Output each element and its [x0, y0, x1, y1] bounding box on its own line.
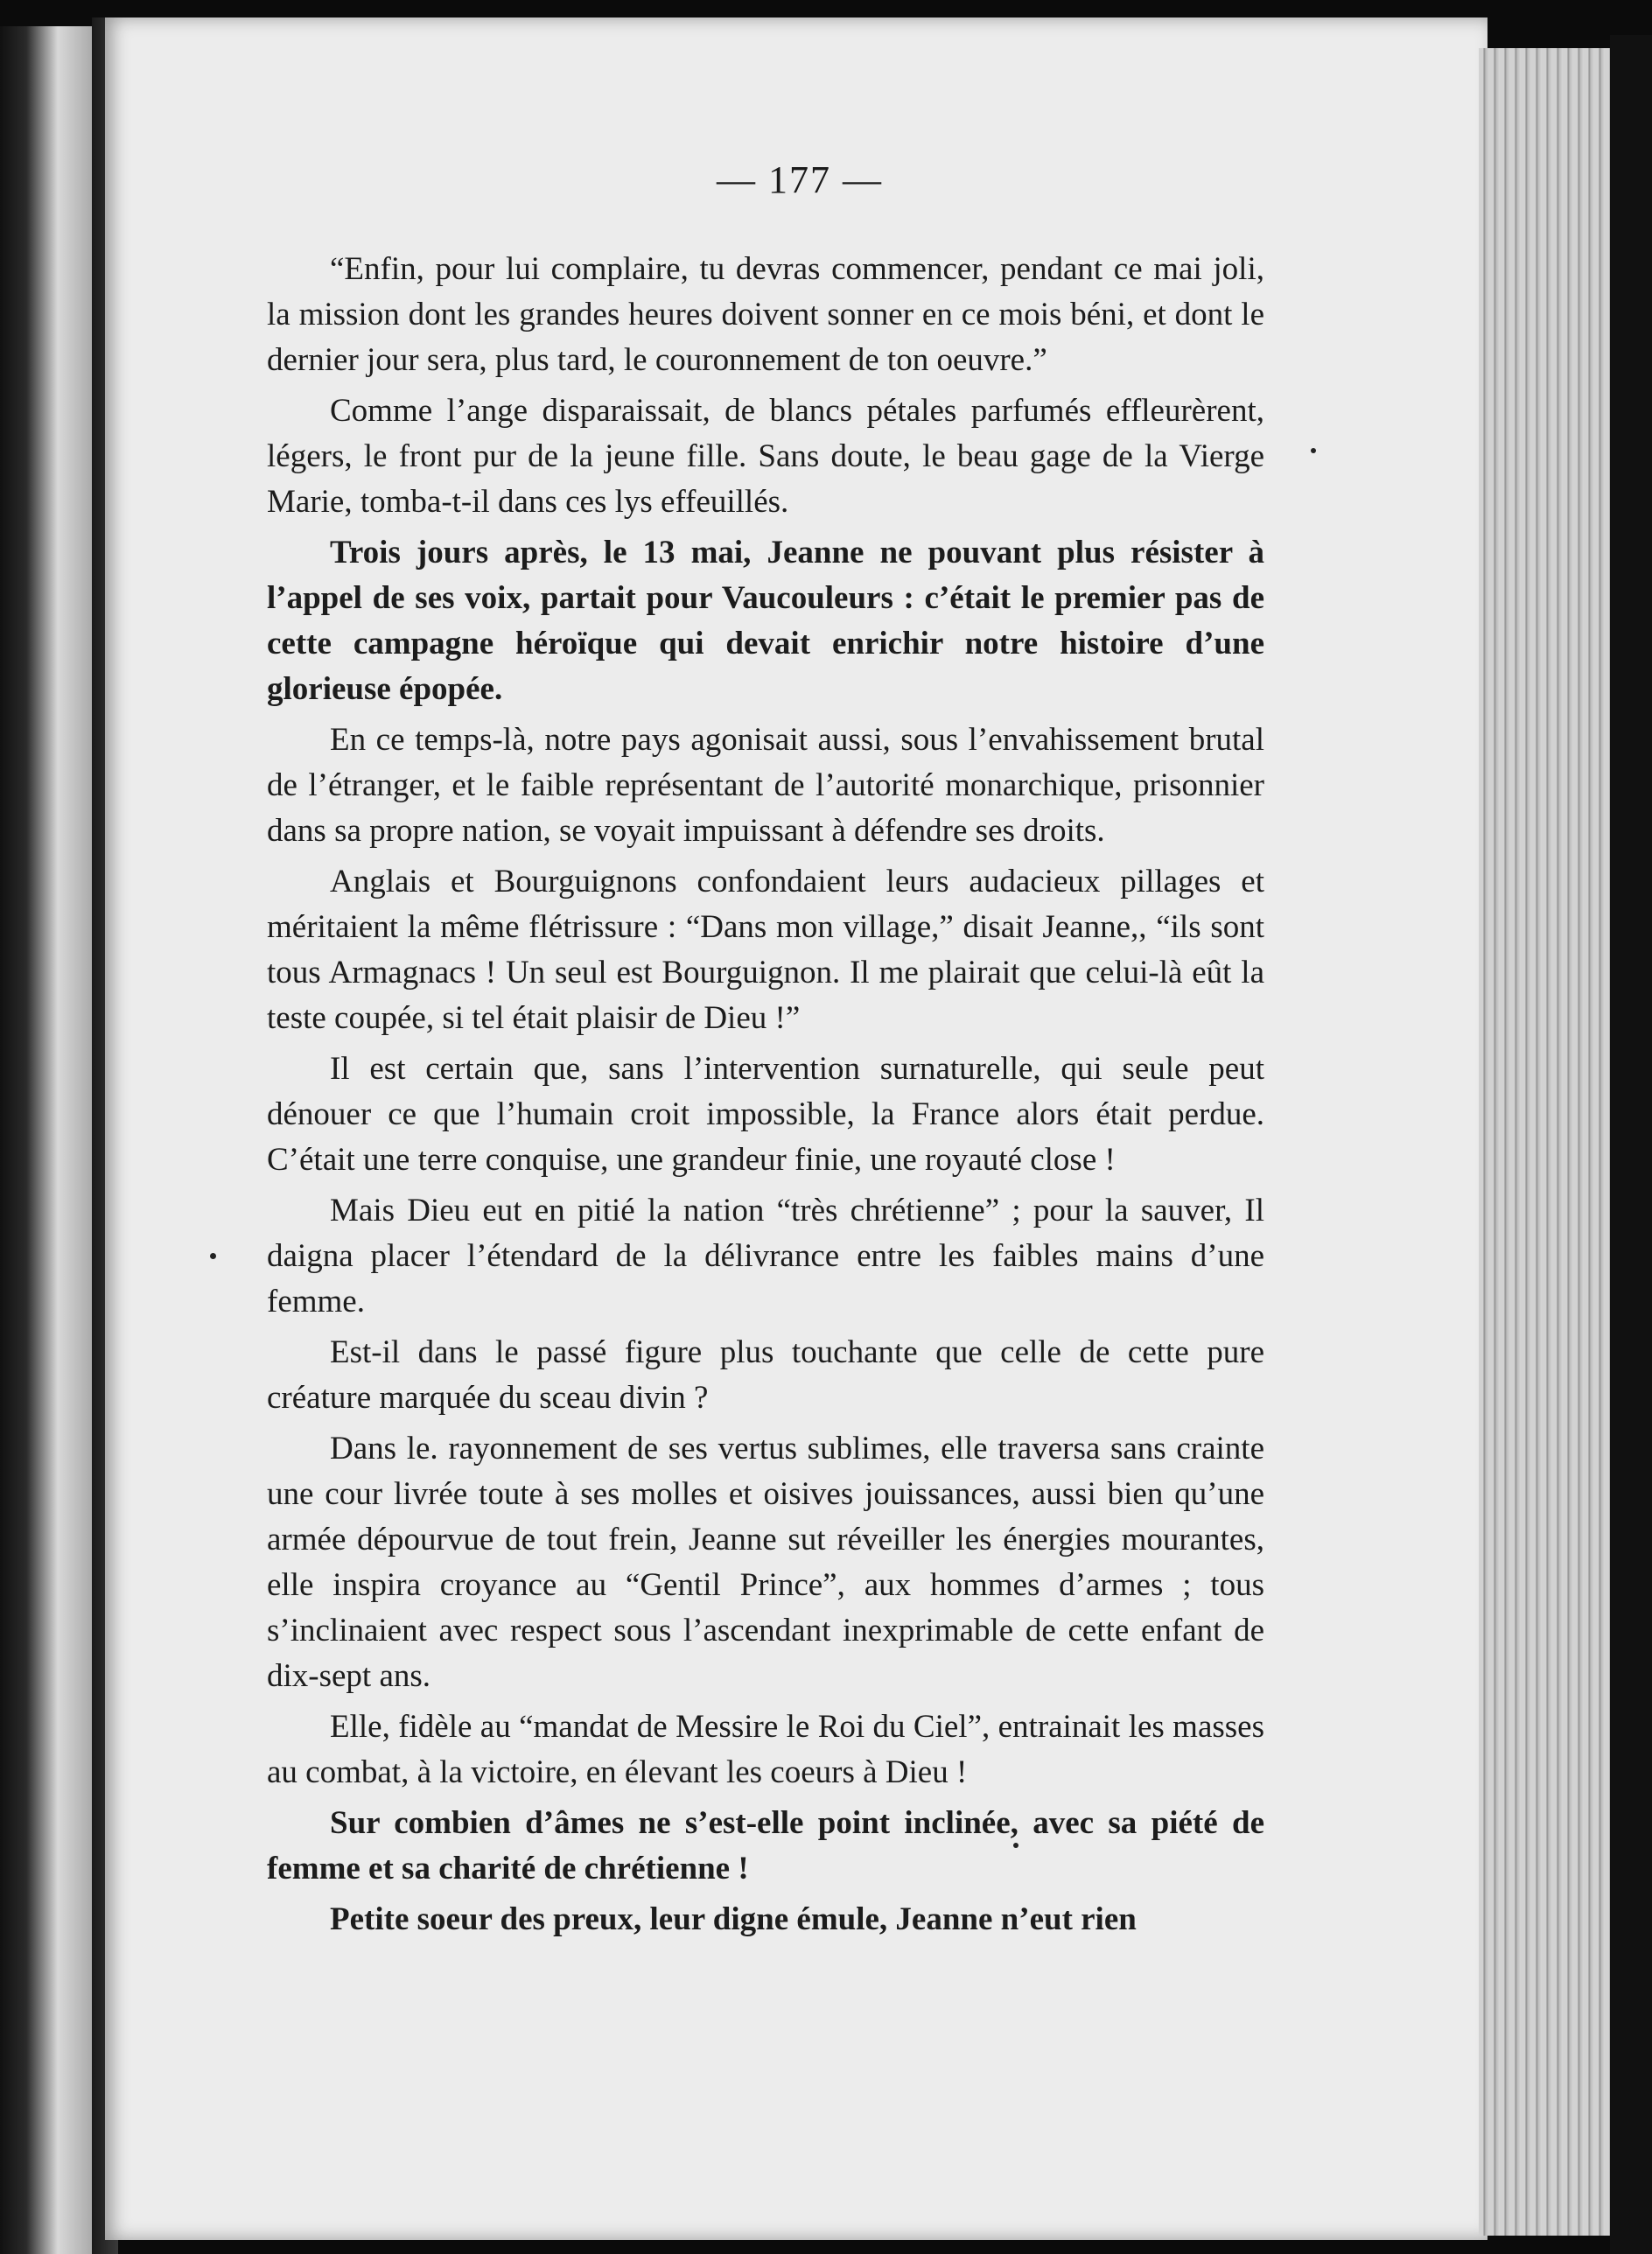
background-right	[1610, 35, 1652, 2254]
paragraph-10: Elle, fidèle au “mandat de Messire le Roi du Ciel”, entrainait les masses au combat, à la victoire, en élevant les coeurs à Dieu !	[267, 1709, 1264, 1790]
paper-speck	[210, 1253, 216, 1259]
paper-speck	[1311, 448, 1316, 453]
paper-speck	[1013, 1843, 1018, 1848]
paragraph-3: Trois jours après, le 13 mai, Jeanne ne pouvant plus résister à l’appel de ses voix, partait pour Vaucouleurs : c’était le premier pas de cette campagne héroïque qui devait enrichir notre histoire d’une glorieuse épopée.	[267, 535, 1264, 707]
paragraph-2: Comme l’ange disparaissait, de blancs pétales parfumés effleurèrent, légers, le front pur de la jeune fille. Sans doute, le beau gage de la Vierge Marie, tomba-t-il dans ces lys effeuillés.	[267, 393, 1264, 520]
book-left-edge	[0, 26, 105, 2254]
page-number: — 177 —	[717, 158, 883, 201]
paragraph-5: Anglais et Bourguignons confondaient leurs audacieux pillages et méritaient la même flétrissure : “Dans mon village,” disait Jeanne,, “ils sont tous Armagnacs ! Un seul est Bourguignon. Il me plairait que celui-là eût la teste coupée, si tel était plaisir de Dieu !”	[267, 864, 1264, 1036]
paragraph-1: “Enfin, pour lui complaire, tu devras commencer, pendant ce mai joli, la mission dont les grandes heures doivent sonner en ce mois béni, et dont le dernier jour sera, plus tard, le couronnement de ton oeuvre.”	[267, 251, 1264, 378]
paragraph-7: Mais Dieu eut en pitié la nation “très chrétienne” ; pour la sauver, Il daigna placer l’étendard de la délivrance entre les faibles mains d’une femme.	[267, 1193, 1264, 1320]
page-fore-edges	[1479, 48, 1619, 2236]
paragraph-4: En ce temps-là, notre pays agonisait aussi, sous l’envahissement brutal de l’étranger, et le faible représentant de l’autorité monarchique, prisonnier dans sa propre nation, se voyait impuissant à défendre ses droits.	[267, 722, 1264, 849]
paragraph-8: Est-il dans le passé figure plus touchante que celle de cette pure créature marquée du sceau divin ?	[267, 1334, 1264, 1416]
paragraph-11: Sur combien d’âmes ne s’est-elle point inclinée, avec sa piété de femme et sa charité de chrétienne !	[267, 1805, 1264, 1886]
paragraph-12: Petite soeur des preux, leur digne émule, Jeanne n’eut rien	[330, 1901, 1137, 1937]
page-text	[267, 247, 1264, 1948]
paragraph-9: Dans le. rayonnement de ses vertus sublimes, elle traversa sans crainte une cour livrée toute à ses molles et oisives jouissances, aussi bien qu’une armée dépourvue de tout frein, Jeanne sut réveiller les énergies mourantes, elle inspira croyance au “Gentil Prince”, aux hommes d’armes ; tous s’inclinaient avec respect sous l’ascendant inexprimable de cette enfant de dix-sept ans.	[267, 1431, 1264, 1694]
paragraph-6: Il est certain que, sans l’intervention surnaturelle, qui seule peut dénouer ce que l’humain croit impossible, la France alors était perdue. C’était une terre conquise, une grandeur finie, une royauté close !	[267, 1051, 1264, 1178]
